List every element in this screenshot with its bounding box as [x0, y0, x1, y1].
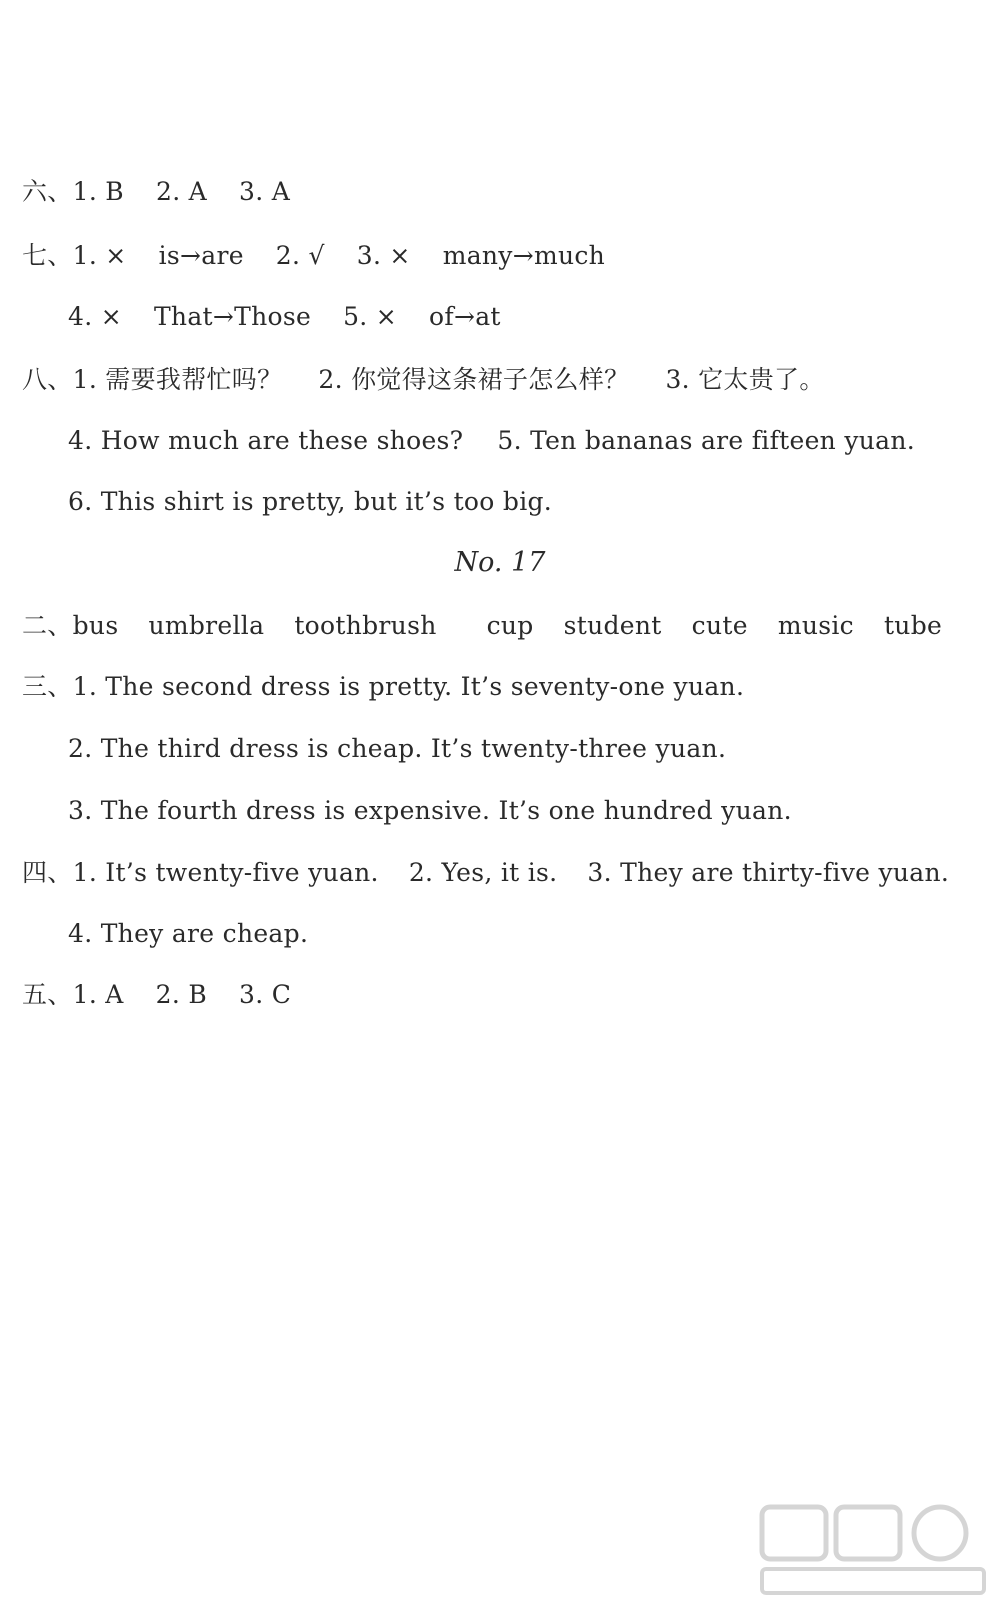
section-6 — [22, 175, 290, 209]
section-mark: 三、 — [22, 672, 73, 701]
unit-heading: No. 17 — [454, 547, 546, 578]
section-mark: 五、 — [22, 980, 73, 1009]
section-2 — [22, 609, 942, 643]
answer: 3. A — [239, 177, 291, 206]
answer: 4. How much are these shoes? — [68, 426, 464, 455]
answer: 3. The fourth dress is expensive. It’s one hundred yuan. — [68, 796, 792, 825]
correction: many→much — [442, 241, 606, 270]
answer: 5. Ten bananas are fifteen yuan. — [497, 426, 916, 455]
section-8-row-2 — [68, 424, 915, 458]
section-mark: 八、 — [22, 365, 73, 394]
section-8-row-3 — [68, 485, 552, 519]
word: bus — [72, 611, 119, 640]
word: music — [777, 611, 854, 640]
section-mark: 二、 — [22, 611, 73, 640]
section-5 — [22, 978, 291, 1012]
answer: 2. The third dress is cheap. It’s twenty-three yuan. — [68, 734, 727, 763]
section-4-row-1 — [22, 856, 949, 890]
answer: 1. The second dress is pretty. It’s seventy-one yuan. — [72, 672, 745, 701]
section-mark: 六、 — [22, 177, 73, 206]
word: umbrella — [148, 611, 265, 640]
answer: 6. This shirt is pretty, but it’s too big. — [68, 487, 553, 516]
section-4-row-2 — [68, 917, 308, 951]
answer: 3. × — [356, 241, 411, 270]
word: tube — [883, 611, 943, 640]
answer: 2. Yes, it is. — [408, 858, 558, 887]
word: toothbrush — [294, 611, 437, 640]
answer: 3. C — [239, 980, 292, 1009]
answer: 4. They are cheap. — [68, 919, 309, 948]
answer: 2. A — [155, 177, 208, 206]
answer: 1. It’s twenty-five yuan. — [72, 858, 379, 887]
correction: of→at — [429, 302, 501, 331]
answer: 4. × — [68, 302, 122, 331]
section-8-row-1 — [22, 363, 825, 397]
word: cute — [691, 611, 748, 640]
section-mark: 七、 — [22, 241, 73, 270]
section-3-row-3 — [68, 794, 792, 828]
word: student — [563, 611, 662, 640]
answer: 3. 它太贵了。 — [665, 365, 825, 394]
section-3-row-2 — [68, 732, 726, 766]
answer: 2. B — [155, 980, 208, 1009]
answer: 3. They are thirty-five yuan. — [587, 858, 950, 887]
correction: is→are — [158, 241, 244, 270]
answer: 1. A — [72, 980, 124, 1009]
watermark-logo — [758, 1503, 988, 1598]
answer: 1. × — [72, 241, 127, 270]
section-7-row-1 — [22, 239, 605, 273]
answer: 1. B — [72, 177, 124, 206]
answer: 2. 你觉得这条裙子怎么样？ — [318, 365, 630, 394]
section-7-row-2 — [68, 300, 501, 334]
section-3-row-1 — [22, 670, 744, 704]
answer: 5. × — [343, 302, 398, 331]
word: cup — [486, 611, 534, 640]
correction: That→Those — [153, 302, 312, 331]
answer: 1. 需要我帮忙吗？ — [72, 365, 283, 394]
answer: 2. √ — [275, 241, 325, 270]
section-mark: 四、 — [22, 858, 73, 887]
